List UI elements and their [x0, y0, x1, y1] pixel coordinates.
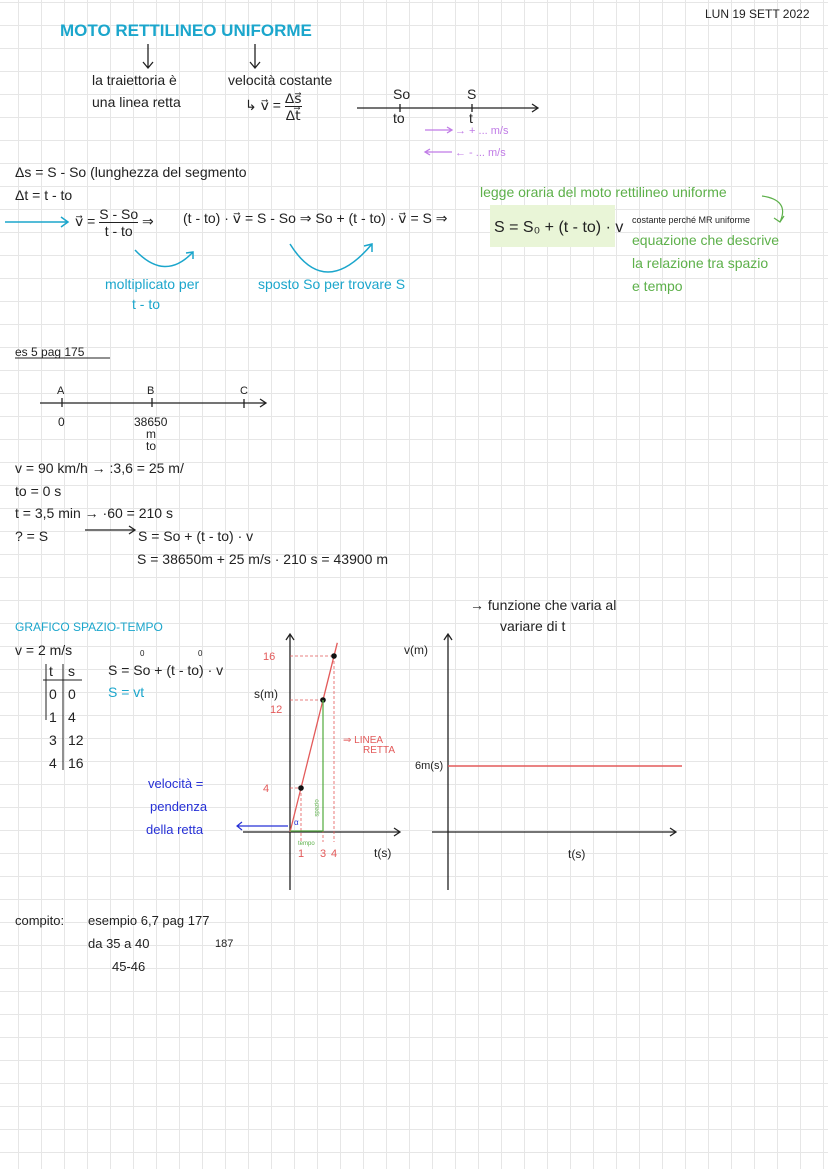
- time-label: tempo: [298, 841, 315, 847]
- fraction: [99, 206, 138, 239]
- b-unit: m: [146, 427, 156, 441]
- vt-value-label: 6m(s): [415, 760, 444, 772]
- arrow-down-icon: [250, 44, 260, 68]
- space-label: spazio: [314, 799, 321, 817]
- function-note: variare di t: [500, 618, 566, 634]
- numerator: Δs⃗: [284, 90, 302, 106]
- homework-line: da 35 a 40: [88, 936, 150, 951]
- table-cell-s: 4: [68, 709, 76, 725]
- vt-y-label: v(m): [404, 643, 428, 657]
- law-desc: equazione che descrive: [632, 232, 780, 248]
- velocity-text: velocità costante: [228, 72, 333, 88]
- delta-t: Δt = t - to: [15, 187, 73, 203]
- implies: ⇒: [142, 213, 154, 230]
- exercise-formula: S = So + (t - to) · v: [138, 528, 254, 544]
- table-header-t: t: [49, 663, 53, 679]
- velocity-formula: [245, 90, 302, 123]
- trajectory-text: una linea retta: [92, 94, 181, 110]
- st-y-tick: 16: [263, 651, 276, 663]
- point-b: B: [147, 385, 155, 397]
- velocity-equation: [75, 206, 154, 239]
- zero-marker: 0: [140, 649, 145, 658]
- st-x-tick: 1: [298, 848, 305, 860]
- exercise-title: es 5 pag 175: [15, 345, 85, 359]
- alpha-label: α: [294, 818, 299, 827]
- homework-page: 187: [215, 938, 234, 950]
- table-cell-t: 1: [49, 709, 57, 725]
- negative-direction: ← - ... m/s: [455, 147, 506, 159]
- slope-note: della retta: [146, 822, 204, 837]
- data-point: [298, 785, 304, 791]
- exercise-axis: [40, 399, 266, 407]
- st-y-tick: 12: [270, 704, 283, 716]
- table-cell-s: 16: [68, 755, 84, 771]
- formula-prefix: ↳ v⃗ =: [245, 97, 281, 114]
- arrow-right-icon: [85, 526, 135, 534]
- motion-axis: [357, 104, 538, 112]
- graph-formula: S = So + (t - to) · v: [108, 662, 224, 678]
- law-desc: e tempo: [632, 278, 683, 294]
- axis-label-s0: So: [393, 86, 411, 102]
- point-a: A: [57, 385, 65, 397]
- st-x-tick: 4: [331, 848, 338, 860]
- zero-marker: 0: [198, 649, 203, 658]
- st-y-tick: 4: [263, 783, 270, 795]
- exercise-line: t = 3,5 min → ·60 = 210 s: [15, 505, 173, 521]
- numerator: S - So: [99, 206, 139, 222]
- vt-x-label: t(s): [568, 847, 586, 861]
- table-cell-t: 0: [49, 686, 57, 702]
- table-cell-t: 3: [49, 732, 57, 748]
- table-header-s: s: [68, 663, 75, 679]
- denominator: Δt⃗: [285, 107, 301, 123]
- exercise-line: ? = S: [15, 528, 49, 544]
- line-note: ⇒ LINEA: [343, 735, 384, 746]
- b-value: 38650: [134, 415, 168, 429]
- axis-label-s: S: [467, 86, 477, 102]
- function-note: → funzione che varia al: [470, 597, 617, 613]
- trajectory-text: la traiettoria è: [92, 72, 177, 88]
- point-c: C: [240, 385, 248, 397]
- formula-simple: S = vt: [108, 684, 145, 700]
- page-title: MOTO RETTILINEO UNIFORME: [60, 21, 312, 40]
- table-cell-s: 12: [68, 732, 84, 748]
- slope-note: velocità =: [148, 776, 204, 791]
- st-x-tick: 3: [320, 848, 327, 860]
- delta-s: Δs = S - So (lunghezza del segmento: [15, 164, 247, 180]
- st-x-label: t(s): [374, 846, 392, 860]
- v-label: v⃗ =: [75, 213, 96, 230]
- law-desc: la relazione tra spazio: [632, 255, 769, 271]
- table-cell-t: 4: [49, 755, 57, 771]
- law-note: costante perché MR uniforme: [632, 215, 751, 225]
- slope-note: pendenza: [150, 799, 208, 814]
- fraction: [285, 90, 302, 123]
- data-point: [331, 653, 337, 659]
- homework-line: esempio 6,7 pag 177: [88, 913, 210, 928]
- note-multiply: t - to: [132, 296, 161, 312]
- axis-label-t: t: [469, 110, 473, 126]
- homework-line: 45-46: [112, 959, 146, 974]
- line-note: RETTA: [363, 745, 396, 756]
- arrow-right-icon: [5, 217, 68, 227]
- exercise-line: to = 0 s: [15, 483, 62, 499]
- b-time: to: [146, 439, 157, 453]
- arrow-down-icon: [143, 44, 153, 68]
- exercise-result: S = 38650m + 25 m/s · 210 s = 43900 m: [137, 551, 388, 567]
- positive-direction: → + ... m/s: [455, 125, 509, 137]
- graph-title: GRAFICO SPAZIO-TEMPO: [15, 620, 163, 634]
- note-multiply: moltiplicato per: [105, 276, 200, 292]
- st-y-label: s(m): [254, 687, 278, 701]
- table-cell-s: 0: [68, 686, 76, 702]
- exercise-line: v = 90 km/h → :3,6 = 25 m/: [15, 460, 184, 476]
- a-value: 0: [58, 415, 65, 429]
- law-title: legge oraria del moto rettilineo uniforme: [480, 184, 727, 200]
- velocity-value: v = 2 m/s: [15, 642, 73, 658]
- law-formula: S = S₀ + (t - to) · v: [494, 219, 624, 236]
- axis-label-t0: to: [393, 110, 405, 126]
- date: LUN 19 SETT 2022: [705, 7, 810, 21]
- note-move: sposto So per trovare S: [258, 276, 406, 292]
- derivation-steps: (t - to) · v⃗ = S - So ⇒ So + (t - to) · v⃗ = S ⇒: [183, 210, 448, 226]
- denominator: t - to: [104, 223, 133, 239]
- homework-label: compito:: [15, 913, 65, 928]
